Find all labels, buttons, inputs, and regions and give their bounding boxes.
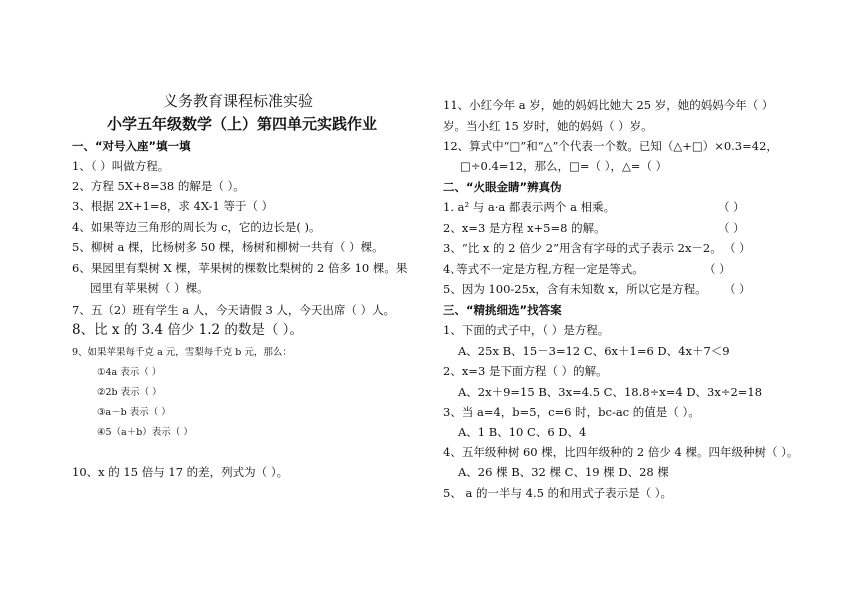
judge-5: 5、因为 100-25x，含有未知数 x，所以它是方程。: [443, 282, 707, 296]
header-subtitle: 小学五年级数学（上）第四单元实践作业: [107, 115, 378, 133]
choice-4: 4、五年级种树 60 棵，比四年级种的 2 倍少 4 棵。四年级种树（ ）。: [443, 445, 799, 459]
question-9: 9、如果苹果每千克 a 元，雪梨每千克 b 元，那么：: [72, 347, 292, 358]
choice-4-options: A、26 棵 B、32 棵 C、19 棵 D、28 棵: [458, 465, 669, 479]
question-12: 12、算式中“□”和“△”个代表一个数。已知（△+□）×0.3=42，: [443, 139, 778, 153]
question-1: 1、（ ）叫做方程。: [72, 159, 170, 173]
question-2: 2、方程 5X+8=38 的解是（ ）。: [72, 179, 245, 193]
judge-1-paren: （ ）: [718, 200, 745, 214]
question-3: 3、根据 2X+1=8，求 4X-1 等于（ ）: [72, 199, 274, 213]
question-8: 8、比 x 的 3.4 倍少 1.2 的数是（ ）。: [72, 322, 303, 338]
question-9-d: ④5（a＋b）表示（ ）: [97, 427, 193, 438]
question-9-a: ①4a 表示（ ）: [97, 367, 162, 378]
judge-4-paren: （ ）: [704, 262, 731, 276]
question-11-cont: 岁。当小红 15 岁时，她的妈妈（ ）岁。: [443, 119, 653, 133]
question-6-cont: 园里有苹果树（ ）棵。: [90, 281, 209, 295]
choice-5: 5、 a 的一半与 4.5 的和用式子表示是（ ）。: [443, 486, 672, 500]
question-6: 6、果园里有梨树 X 棵，苹果树的棵数比梨树的 2 倍多 10 棵。果: [72, 261, 408, 275]
question-7: 7、五（2）班有学生 a 人，今天请假 3 人，今天出席（ ）人。: [72, 303, 396, 317]
section-2-heading: 二、“火眼金睛”辨真伪: [443, 180, 562, 194]
section-1-heading: 一、“对号入座”填一填: [72, 139, 191, 153]
judge-2-paren: （ ）: [718, 221, 745, 235]
choice-1: 1、下面的式子中，（ ）是方程。: [443, 323, 610, 337]
question-4: 4、如果等边三角形的周长为 c，它的边长是( )。: [72, 220, 321, 234]
choice-3: 3、当 a=4，b=5，c=6 时，bc-ac 的值是（ ）。: [443, 405, 700, 419]
question-9-c: ③a－b 表示（ ）: [97, 407, 171, 418]
choice-2: 2、x=3 是下面方程（ ）的解。: [443, 364, 608, 378]
header-title: 义务教育课程标准实验: [163, 92, 314, 110]
choice-2-options: A、2x＋9=15 B、3x=4.5 C、18.8÷x=4 D、3x÷2=18: [458, 385, 763, 399]
judge-4: 4､等式不一定是方程,方程一定是等式。: [443, 262, 644, 276]
question-11: 11、小红今年 a 岁，她的妈妈比她大 25 岁，她的妈妈今年（ ）: [443, 98, 774, 112]
judge-5-paren: （ ）: [724, 282, 751, 296]
judge-2: 2、x=3 是方程 x+5=8 的解。: [443, 221, 606, 235]
choice-1-options: A、25x B、15－3=12 C、6x＋1=6 D、4x＋7＜9: [458, 344, 730, 358]
judge-1: 1. a² 与 a·a 都表示两个 a 相乘。: [443, 200, 616, 214]
choice-3-options: A、1 B、10 C、6 D、4: [458, 425, 587, 439]
question-12-cont: □÷0.4=12，那么，□=（ ），△=（ ）: [460, 159, 668, 173]
judge-3: 3、“比 x 的 2 倍少 2”用含有字母的式子表示 2x－2。: [443, 241, 722, 255]
question-10: 10、x 的 15 倍与 17 的差，列式为（ ）。: [72, 465, 289, 479]
question-5: 5、柳树 a 棵，比杨树多 50 棵，杨树和柳树一共有（ ）棵。: [72, 240, 384, 254]
section-3-heading: 三、“精挑细选”找答案: [443, 303, 562, 317]
judge-3-paren: （ ）: [724, 241, 751, 255]
question-9-b: ②2b 表示（ ）: [97, 387, 162, 398]
